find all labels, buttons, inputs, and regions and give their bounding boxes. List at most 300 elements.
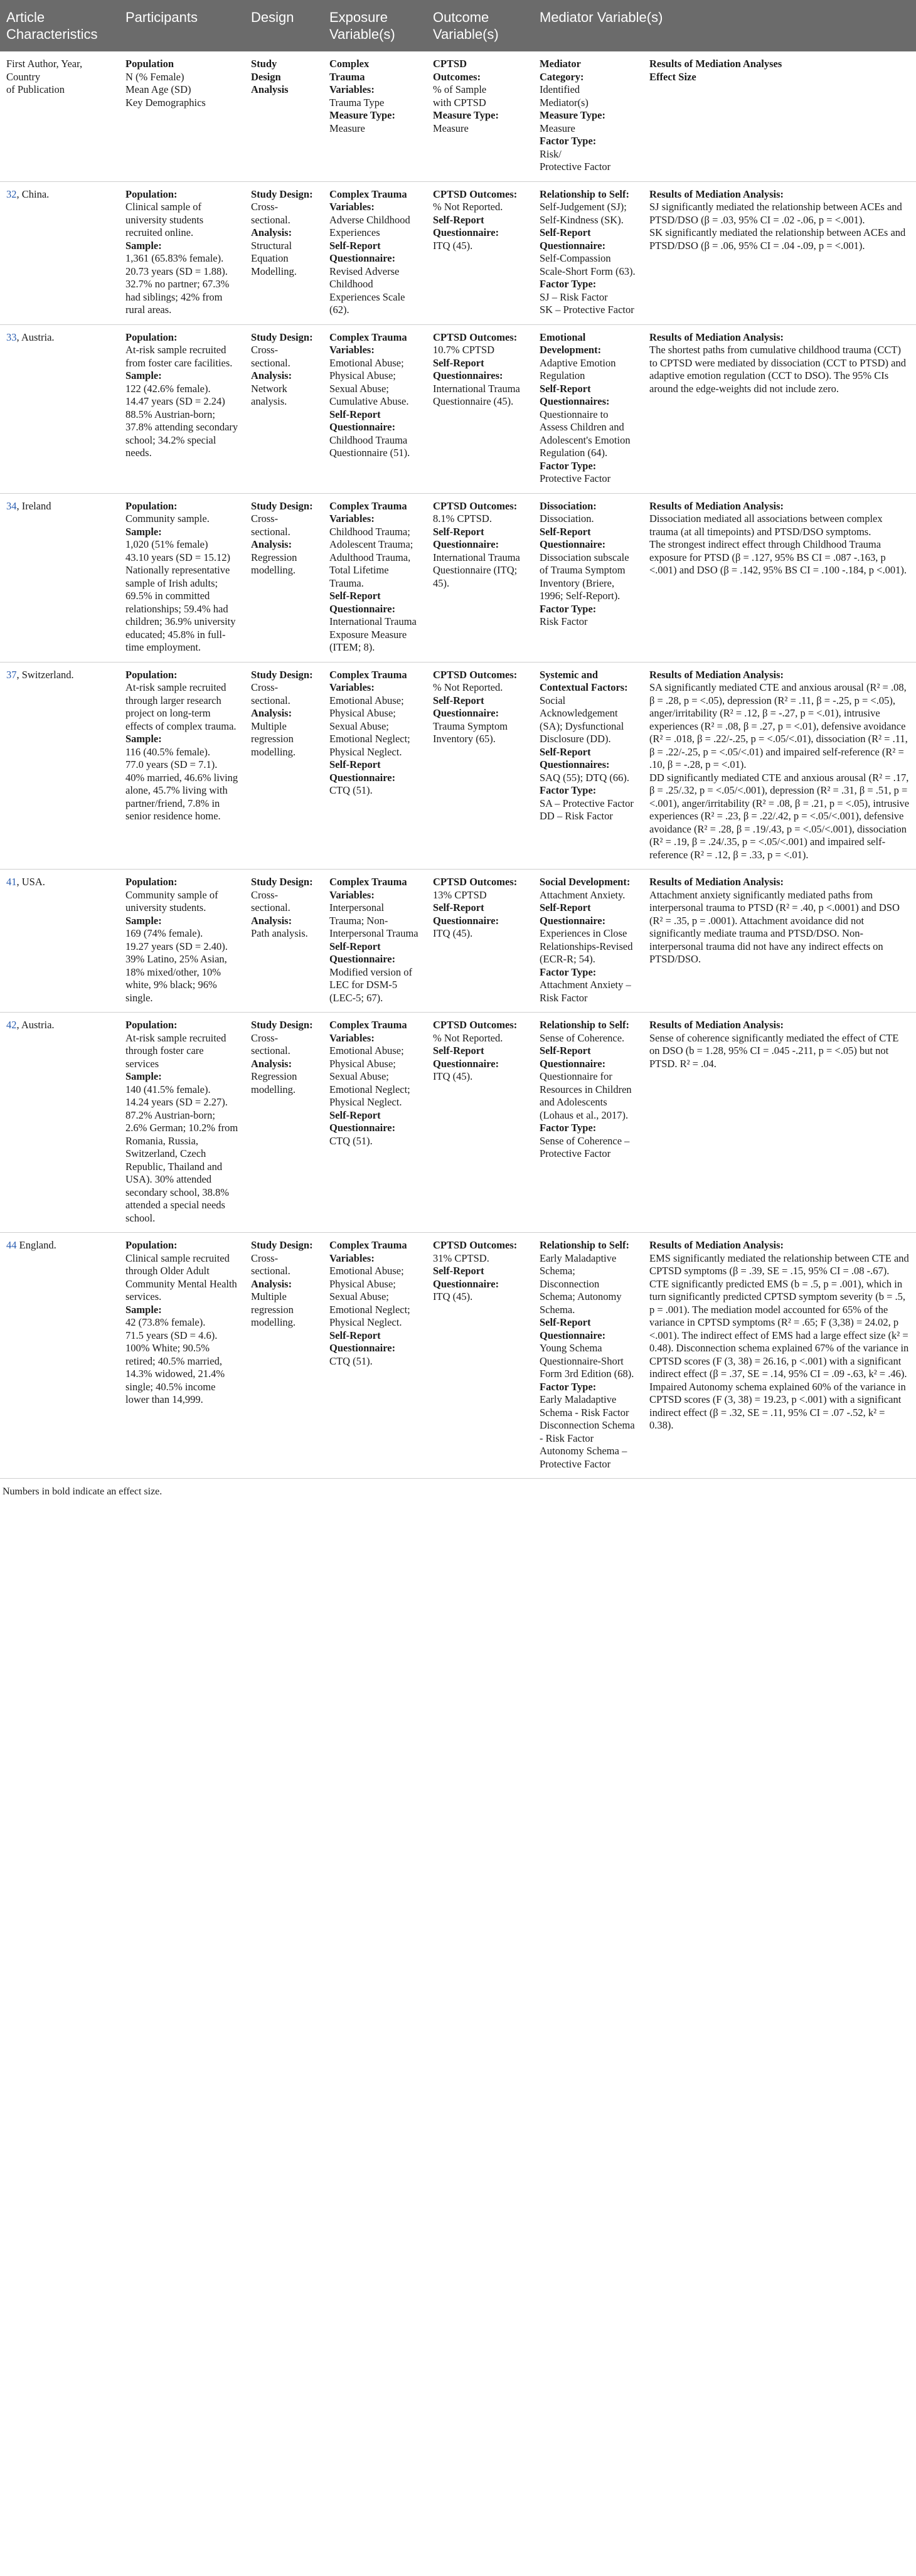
cell-text: 40% married, 46.6% living alone, 45.7% living with partner/friend, 7.8% in senior residence home. (125, 771, 238, 822)
cell-text: 31% CPTSD. (433, 1252, 489, 1264)
cell-design (245, 1233, 323, 1479)
cell-label: Factor Type: (540, 966, 597, 978)
cell-results (643, 181, 916, 324)
cell-label: Complex Trauma Variables: (329, 499, 407, 524)
cell-label: Self-Report Questionnaire: (540, 1316, 606, 1341)
cell-label: Self-Report Questionnaire: (329, 408, 396, 433)
cell-text: Risk Factor (540, 615, 588, 627)
cell-text: Emotional Abuse; Physical Abuse; Sexual Abuse; Emotional Neglect; Physical Neglect. (329, 1265, 410, 1328)
cell-text: Trauma Symptom Inventory (65). (433, 720, 508, 745)
cell-text: 71.5 years (SD = 4.6). (125, 1329, 218, 1341)
cell-text: Questionnaire to Assess Children and Adolescent's Emotion Regulation (64). (540, 408, 631, 459)
cell-text: 1,020 (51% female) (125, 538, 208, 550)
cell-text: ITQ (45). (433, 1291, 473, 1302)
cell-text: Autonomy Schema – Protective Factor (540, 1445, 627, 1470)
table-row (0, 1013, 916, 1233)
cell-text: 20.73 years (SD = 1.88). (125, 265, 228, 277)
cell-text: Cross-sectional. (251, 681, 290, 706)
table-row (0, 870, 916, 1013)
country-text: , Switzerland. (16, 668, 74, 681)
cell-text: ITQ (45). (433, 1070, 473, 1082)
cell-text: Sense of Coherence – Protective Factor (540, 1134, 630, 1159)
cell-label: Results of Mediation Analysis: (649, 1239, 784, 1251)
cell-label: Complex Trauma Variables: (329, 1019, 407, 1044)
cell-outcome (427, 662, 533, 870)
cell-label: Relationship to Self: (540, 1239, 630, 1251)
cell-text: ITQ (45). (433, 239, 473, 252)
cell-text: Cross-sectional. (251, 1252, 290, 1277)
cell-participants (119, 324, 245, 493)
cell-text: 77.0 years (SD = 7.1). (125, 758, 218, 770)
cell-mediator (533, 1013, 643, 1233)
cell-label: Sample: (125, 1303, 162, 1316)
cell-label: Self-Report Questionnaire: (540, 1045, 606, 1070)
cell-label: CPTSD Outcomes: (433, 876, 518, 888)
cell-results (643, 870, 916, 1013)
cell-text: 19.27 years (SD = 2.40). (125, 940, 228, 952)
cell-text: SAQ (55); DTQ (66). (540, 771, 629, 784)
cell-label: Population: (125, 188, 178, 200)
cell-label: Social Development: (540, 876, 631, 888)
cell-design (245, 662, 323, 870)
cell-label: Population (125, 58, 174, 70)
cell-label: Measure Type: (329, 109, 395, 121)
cell-label: Factor Type: (540, 602, 597, 615)
cell-label: Self-Report Questionnaire: (433, 1265, 499, 1290)
cell-label: Results of Mediation Analysis: (649, 331, 784, 343)
cell-label: Results of Mediation Analysis: (649, 1019, 784, 1031)
cell-label: CPTSD Outcomes: (433, 1239, 518, 1251)
subheader-exposure (323, 51, 427, 181)
cell-label: Population: (125, 668, 178, 681)
cell-label: Analysis: (251, 914, 292, 927)
cell-label: Sample: (125, 1070, 162, 1082)
cell-text: Revised Adverse Childhood Experiences Scale (62). (329, 265, 405, 316)
cell-participants (119, 662, 245, 870)
cell-text: % Not Reported. (433, 681, 503, 693)
cell-text: SK significantly mediated the relationship between ACEs and PTSD/DSO (β = .06, 95% CI = .04 -.09, p = <.001). (649, 226, 906, 252)
cell-label: Factor Type: (540, 1380, 597, 1393)
cell-outcome (427, 181, 533, 324)
cell-text: Trauma Type (329, 96, 385, 109)
cell-text: 32.7% no partner; 67.3% had siblings; 42% from rural areas. (125, 278, 230, 316)
reference-link[interactable]: 33 (6, 331, 17, 343)
subheader-outcome (427, 51, 533, 181)
cell-text: Cross-sectional. (251, 1031, 290, 1056)
cell-label: Self-Report Questionnaire: (433, 1045, 499, 1070)
header-design: Design (245, 0, 323, 51)
cell-text: Childhood Trauma Questionnaire (51). (329, 434, 410, 459)
cell-participants (119, 1013, 245, 1233)
cell-label: Study Design: (251, 876, 313, 888)
cell-article (0, 1013, 119, 1233)
cell-outcome (427, 1233, 533, 1479)
cell-text: Dissociation subscale of Trauma Symptom Inventory (Briere, 1996; Self-Report). (540, 551, 629, 602)
cell-text: Childhood Trauma; Adolescent Trauma; Adulthood Trauma, Total Lifetime Trauma. (329, 525, 413, 589)
cell-text: 42 (73.8% female). (125, 1316, 206, 1328)
cell-label: Measure Type: (433, 109, 499, 121)
cell-text: Attachment Anxiety. (540, 888, 626, 901)
cell-exposure (323, 493, 427, 662)
reference-link[interactable]: 42 (6, 1019, 17, 1031)
table-header-row (0, 0, 916, 51)
cell-exposure (323, 1233, 427, 1479)
cell-text: CTQ (51). (329, 1355, 373, 1367)
cell-label: Complex Trauma Variables: (329, 668, 407, 693)
cell-text: Cross-sectional. (251, 344, 290, 369)
cell-label: Self-Report Questionnaire: (540, 525, 606, 550)
cell-label: Self-Report Questionnaire: (329, 1329, 396, 1354)
cell-label: Effect Size (649, 70, 696, 83)
table-row (0, 1233, 916, 1479)
cell-article (0, 870, 119, 1013)
subheader-article (0, 51, 119, 181)
cell-text: Modified version of LEC for DSM-5 (LEC-5; 67). (329, 966, 412, 1004)
cell-label: Analysis: (251, 1277, 292, 1290)
cell-label: CPTSD Outcomes: (433, 668, 518, 681)
cell-text: Mean Age (SD) (125, 83, 191, 95)
cell-label: Analysis: (251, 370, 292, 381)
cell-label: Complex Trauma Variables: (329, 1239, 407, 1264)
cell-design (245, 181, 323, 324)
cell-label: Relationship to Self: (540, 188, 630, 200)
cell-mediator (533, 181, 643, 324)
cell-text: SA significantly mediated CTE and anxious arousal (R² = .08, β = .28, p = <.05), depression (R² = .11, β = -.25, p = <.05), anger/irritability (R² = .12, β = -.27, p = <.01), intrusive experiences (R² = .08, β = .27, p = <.01), defensive avoidance (R² = .018, β = .22/-.25, p = <.05/<.01), dissociation (R² = .11, β = .22/-.25, p = <.05/<.01) and impaired self-reference (R² = .10, β = -.28, p = <.01). (649, 681, 908, 770)
reference-link[interactable]: 44 (6, 1239, 17, 1251)
cell-label: Analysis: (251, 707, 292, 719)
cell-label: Self-Report Questionnaire: (329, 940, 396, 965)
cell-label: Self-Report Questionnaire: (433, 902, 499, 927)
cell-text: Dissociation. (540, 513, 594, 524)
subheader-results (643, 51, 916, 181)
cell-text: Social Acknowledgement (SA); Dysfunctional Disclosure (DD). (540, 694, 624, 745)
cell-label: CPTSD (433, 58, 467, 70)
reference-link[interactable]: 41 (6, 876, 17, 888)
cell-article (0, 1233, 119, 1479)
cell-text: 140 (41.5% female). (125, 1083, 211, 1095)
cell-text: 116 (40.5% female). (125, 745, 211, 758)
cell-label: Study Design: (251, 1239, 313, 1251)
cell-text: % Not Reported. (433, 1031, 503, 1044)
cell-results (643, 1013, 916, 1233)
cell-text: SJ – Risk Factor (540, 290, 608, 303)
cell-label: CPTSD Outcomes: (433, 499, 518, 512)
country-text: , Austria. (16, 331, 55, 343)
cell-text: Self-Judgement (SJ); Self-Kindness (SK). (540, 201, 627, 226)
cell-exposure (323, 662, 427, 870)
cell-text: Early Maladaptive Schema; Disconnection Schema; Autonomy Schema. (540, 1252, 622, 1316)
cell-text: 13% CPTSD (433, 888, 487, 901)
country-text: , China. (16, 188, 50, 200)
header-exposure: Exposure Variable(s) (323, 0, 427, 51)
cell-text: Structural Equation Modelling. (251, 239, 297, 277)
cell-label: Self-Report Questionnaires: (540, 382, 610, 407)
cell-label: Self-Report Questionnaire: (329, 590, 396, 615)
cell-text: % Not Reported. (433, 201, 503, 213)
cell-label: Study Design: (251, 331, 313, 343)
cell-text: Sense of coherence significantly mediated the effect of CTE on DSO (b = 1.28, 95% CI = .045 -.211, p = <.05) but not PTSD. R² = .04. (649, 1031, 899, 1070)
cell-label: Sample: (125, 525, 162, 538)
cell-label: Results of Mediation Analysis: (649, 668, 784, 681)
subheader-mediator (533, 51, 643, 181)
cell-label: Study Design: (251, 668, 313, 681)
cell-mediator (533, 493, 643, 662)
cell-design (245, 870, 323, 1013)
cell-text: Dissociation mediated all associations between complex trauma (at all timepoints) and PTSD/DSO symptoms. (649, 513, 883, 538)
cell-label: Self-Report Questionnaire: (540, 226, 606, 252)
cell-label: Self-Report Questionnaire: (329, 758, 396, 784)
cell-participants (119, 181, 245, 324)
cell-results (643, 324, 916, 493)
cell-label: Analysis: (251, 1057, 292, 1070)
cell-text: 1,361 (65.83% female). (125, 252, 224, 264)
cell-design (245, 324, 323, 493)
header-outcome: Outcome Variable(s) (427, 0, 533, 51)
cell-text: CTQ (51). (329, 784, 373, 796)
cell-label: Design (251, 70, 281, 83)
cell-label: Study Design: (251, 188, 313, 200)
cell-text: Protective Factor (540, 161, 611, 173)
cell-participants (119, 1233, 245, 1479)
cell-label: Category: (540, 70, 584, 83)
cell-text: At-risk sample recruited through foster care services (125, 1031, 226, 1070)
cell-design (245, 1013, 323, 1233)
cell-label: Variables: (329, 83, 375, 95)
cell-text: Interpersonal Trauma; Non-Interpersonal Trauma (329, 902, 418, 939)
reference-link[interactable]: 32 (6, 188, 17, 200)
cell-text: Risk/ (540, 147, 562, 160)
cell-participants (119, 493, 245, 662)
cell-text: CTQ (51). (329, 1134, 373, 1147)
cell-label: Self-Report Questionnaire: (433, 525, 499, 550)
cell-text: Attachment anxiety significantly mediated paths from interpersonal trauma to PTSD (R² = .40, p <.0001) and DSO (R² = .35, p = .0001). Attachment avoidance did not significantly mediate trauma and PTSD/DSO. Non-interpersonal trauma did not have any indirect effects on PTSD/DSO. (649, 888, 900, 965)
cell-label: Sample: (125, 239, 162, 252)
cell-text: EMS significantly mediated the relationship between CTE and CPTSD symptoms (β = .39, SE = .15, 95% CI = .08 -.67). CTE significantly predicted EMS (b = .5, p = .001), which in turn significantly predicted CPTSD symptom severity (b = .5, p = .001). The mediation model accounted for 65% of the variance in CPTSD symptoms (R² = .65; F (3,38) = 24.02, p <.001). The indirect effect of EMS had a large effect size (k² = 0.48). Disconnection schema explained 67% of the variance in CPTSD scores (F (3, 38) = 26.16, p <.001) with a significant indirect effect (β = .37, SE = .14, 95% CI = .09 -.63, k² = .46). (649, 1252, 909, 1380)
cell-text: At-risk sample recruited through larger research project on long-term effects of complex trauma. (125, 681, 237, 732)
cell-text: 8.1% CPTSD. (433, 513, 492, 524)
cell-text: Questionnaire for Resources in Children and Adolescents (Lohaus et al., 2017). (540, 1070, 632, 1121)
cell-text: International Trauma Questionnaire (ITQ; 45). (433, 551, 520, 589)
cell-label: Complex (329, 58, 370, 70)
cell-text: Measure (329, 122, 365, 134)
cell-text: Cross-sectional. (251, 888, 290, 913)
cell-text: Young Schema Questionnaire-Short Form 3rd Edition (68). (540, 1342, 634, 1380)
subheader-participants (119, 51, 245, 181)
cell-exposure (323, 181, 427, 324)
cell-text: with CPTSD (433, 96, 486, 109)
country-text: England. (16, 1239, 56, 1251)
cell-label: Self-Report Questionnaire: (433, 694, 499, 719)
cell-label: Self-Report Questionnaires: (433, 356, 503, 381)
cell-label: Relationship to Self: (540, 1019, 630, 1031)
cell-text: Regression modelling. (251, 1070, 297, 1095)
cell-outcome (427, 324, 533, 493)
cell-text: Multiple regression modelling. (251, 1291, 296, 1328)
cell-label: CPTSD Outcomes: (433, 188, 518, 200)
cell-design (245, 493, 323, 662)
cell-article (0, 662, 119, 870)
cell-text: Adverse Childhood Experiences (329, 213, 410, 238)
cell-label: Mediator (540, 58, 581, 70)
cell-label: Factor Type: (540, 278, 597, 290)
cell-text: Nationally representative sample of Irish adults; 69.5% in committed relationships; 59.4% had children; 36.9% university educated; 45.8% in full-time employment. (125, 564, 236, 653)
cell-label: Population: (125, 1239, 178, 1251)
subheader-design (245, 51, 323, 181)
cell-label: Self-Report Questionnaire: (329, 1109, 396, 1134)
cell-text: Emotional Abuse; Physical Abuse; Sexual Abuse; Cumulative Abuse. (329, 356, 409, 407)
cell-mediator (533, 662, 643, 870)
cell-text: % of Sample (433, 83, 487, 95)
cell-label: Population: (125, 1019, 178, 1031)
country-text: , Ireland (16, 499, 51, 512)
country-text: , Austria. (16, 1019, 55, 1031)
cell-exposure (323, 324, 427, 493)
cell-results (643, 662, 916, 870)
country-text: , USA. (16, 876, 45, 888)
cell-label: Complex Trauma Variables: (329, 331, 407, 356)
cell-label: Results of Mediation Analyses (649, 58, 782, 70)
cell-text: Disconnection Schema - Risk Factor (540, 1419, 635, 1444)
cell-exposure (323, 1013, 427, 1233)
cell-text: Multiple regression modelling. (251, 720, 296, 758)
cell-text: SJ significantly mediated the relationship between ACEs and PTSD/DSO (β = .03, 95% CI = .02 -.06, p = <.001). (649, 201, 902, 226)
table-footnote: Numbers in bold indicate an effect size. (3, 1486, 162, 1497)
table-row (0, 662, 916, 870)
cell-text: The strongest indirect effect through Childhood Trauma exposure for PTSD (β = .127, 95% BS CI = .087 -.163, p <.001) and DSO (β = .142, 95% BS CI = .100 -.184, p <.001). (649, 538, 907, 576)
cell-label: Factor Type: (540, 784, 597, 796)
cell-text: Self-Compassion Scale-Short Form (63). (540, 252, 636, 277)
cell-text: 88.5% Austrian-born; 37.8% attending secondary school; 34.2% special needs. (125, 408, 238, 459)
cell-label: Systemic and Contextual Factors: (540, 668, 628, 693)
cell-label: Self-Report Questionnaire: (433, 213, 499, 238)
cell-results (643, 1233, 916, 1479)
cell-label: Results of Mediation Analysis: (649, 499, 784, 512)
cell-label: Sample: (125, 370, 162, 381)
cell-label: Study Design: (251, 1019, 313, 1031)
cell-text: Emotional Abuse; Physical Abuse; Sexual Abuse; Emotional Neglect; Physical Neglect. (329, 694, 410, 758)
cell-label: Analysis: (251, 226, 292, 238)
cell-text: At-risk sample recruited from foster care facilities. (125, 344, 233, 369)
reference-link[interactable]: 34 (6, 499, 17, 512)
cell-text: Adaptive Emotion Regulation (540, 356, 616, 381)
cell-label: Analysis: (251, 538, 292, 550)
header-participants: Participants (119, 0, 245, 51)
cell-mediator (533, 1233, 643, 1479)
cell-text: The shortest paths from cumulative childhood trauma (CCT) to CPTSD were mediated by dissociation (CCT to PTSD) and adaptive emotion regulation (CCT to DSO). The 95% CIs around the edge-weights did not include zero. (649, 344, 906, 395)
cell-label: Self-Report Questionnaire: (540, 902, 606, 927)
cell-text: Sense of Coherence. (540, 1031, 625, 1044)
cell-text: Protective Factor (540, 472, 611, 484)
cell-text: International Trauma Exposure Measure (ITEM; 8). (329, 615, 417, 653)
subheader-article-line: First Author, Year, Country (6, 58, 83, 83)
cell-text: 169 (74% female). (125, 927, 203, 939)
cell-text: Emotional Abuse; Physical Abuse; Sexual Abuse; Emotional Neglect; Physical Neglect. (329, 1045, 410, 1108)
cell-label: Complex Trauma Variables: (329, 188, 407, 213)
cell-label: Population: (125, 331, 178, 343)
cell-label: Study Design: (251, 499, 313, 512)
table-row (0, 181, 916, 324)
cell-label: Results of Mediation Analysis: (649, 188, 784, 200)
cell-text: Impaired Autonomy schema explained 60% of the variance in CPTSD scores (F (3, 38) = 19.23, p <.001) with a significant indirect effect (β = .32, SE = .11, 95% CI = .07 -.52, k² = 0.38). (649, 1380, 906, 1431)
cell-text: Attachment Anxiety – Risk Factor (540, 979, 631, 1004)
table-row (0, 324, 916, 493)
cell-text: Mediator(s) (540, 96, 588, 109)
cell-label: Factor Type: (540, 1122, 597, 1134)
subheader-article-line: of Publication (6, 83, 65, 95)
cell-label: Factor Type: (540, 135, 597, 147)
cell-text: International Trauma Questionnaire (45). (433, 382, 520, 407)
cell-text: Path analysis. (251, 927, 308, 939)
cell-outcome (427, 1013, 533, 1233)
cell-label: Results of Mediation Analysis: (649, 876, 784, 888)
cell-text: DD – Risk Factor (540, 810, 613, 822)
cell-label: Measure Type: (540, 109, 605, 121)
cell-label: CPTSD Outcomes: (433, 1019, 518, 1031)
cell-label: Study (251, 58, 277, 70)
cell-text: Key Demographics (125, 96, 206, 109)
cell-text: Identified (540, 83, 580, 95)
cell-text: Clinical sample recruited through Older Adult Community Mental Health services. (125, 1252, 237, 1302)
cell-label: Population: (125, 499, 178, 512)
cell-label: Sample: (125, 733, 162, 745)
cell-text: DD significantly mediated CTE and anxious arousal (R² = .17, β = .25/.32, p = <.05/<.001), depression (R² = .31, β = .51, p = <.001), anger/irritability (R² = .08, β = .21, p = <.05), intrusive experiences (R² = .23, β = .22/.42, p = <.05/<.001), defensive avoidance (R² = .28, β = .19/.43, p = <.05/<.001), dissociation (R² = .19, β = .24/.35, p = <.05/<.001) and impaired self-reference (R² = .12, β = .33, p = <.01). (649, 771, 910, 861)
cell-text: 10.7% CPTSD (433, 344, 495, 356)
cell-label: Sample: (125, 914, 162, 927)
cell-text: 87.2% Austrian-born; 2.6% German; 10.2% from Romania, Russia, Switzerland, Czech Republic, Thailand and USA). 30% attended secondary school, 38.8% attended a special needs school. (125, 1109, 238, 1224)
cell-text: Clinical sample of university students recruited online. (125, 201, 204, 238)
cell-outcome (427, 493, 533, 662)
cell-text: Community sample of university students. (125, 888, 218, 913)
cell-text: 122 (42.6% female). (125, 382, 211, 395)
cell-results (643, 493, 916, 662)
cell-article (0, 493, 119, 662)
cell-text: 43.10 years (SD = 15.12) (125, 551, 230, 563)
cell-text: ITQ (45). (433, 927, 473, 939)
cell-mediator (533, 870, 643, 1013)
cell-text: 100% White; 90.5% retired; 40.5% married, 14.3% widowed, 21.4% single; 40.5% income lower than 14,999. (125, 1342, 225, 1405)
cell-text: Measure (433, 122, 469, 134)
cell-outcome (427, 870, 533, 1013)
cell-text: Experiences in Close Relationships-Revised (ECR-R; 54). (540, 927, 633, 965)
table-row (0, 493, 916, 662)
cell-label: Trauma (329, 70, 365, 83)
cell-label: Dissociation: (540, 499, 597, 512)
cell-article (0, 324, 119, 493)
cell-text: 14.24 years (SD = 2.27). (125, 1096, 228, 1108)
cell-label: CPTSD Outcomes: (433, 331, 518, 343)
cell-label: Self-Report Questionnaire: (329, 239, 396, 264)
table-subheader-row (0, 51, 916, 181)
cell-mediator (533, 324, 643, 493)
cell-text: SA – Protective Factor (540, 797, 634, 809)
cell-text: N (% Female) (125, 70, 184, 83)
cell-text: Cross-sectional. (251, 513, 290, 538)
cell-exposure (323, 870, 427, 1013)
cell-label: Self-Report Questionnaires: (540, 745, 610, 770)
header-mediator: Mediator Variable(s) (533, 0, 916, 51)
header-article: Article Characteristics (0, 0, 119, 51)
cell-text: Community sample. (125, 513, 210, 524)
cell-text: SK – Protective Factor (540, 304, 634, 316)
cell-text: Measure (540, 122, 575, 134)
cell-label: Factor Type: (540, 459, 597, 472)
cell-label: Population: (125, 876, 178, 888)
cell-label: Analysis (251, 83, 289, 95)
cell-article (0, 181, 119, 324)
cell-label: Outcomes: (433, 70, 481, 83)
cell-text: 39% Latino, 25% Asian, 18% mixed/other, 10% white, 9% black; 96% single. (125, 953, 227, 1004)
reference-link[interactable]: 37 (6, 668, 17, 681)
